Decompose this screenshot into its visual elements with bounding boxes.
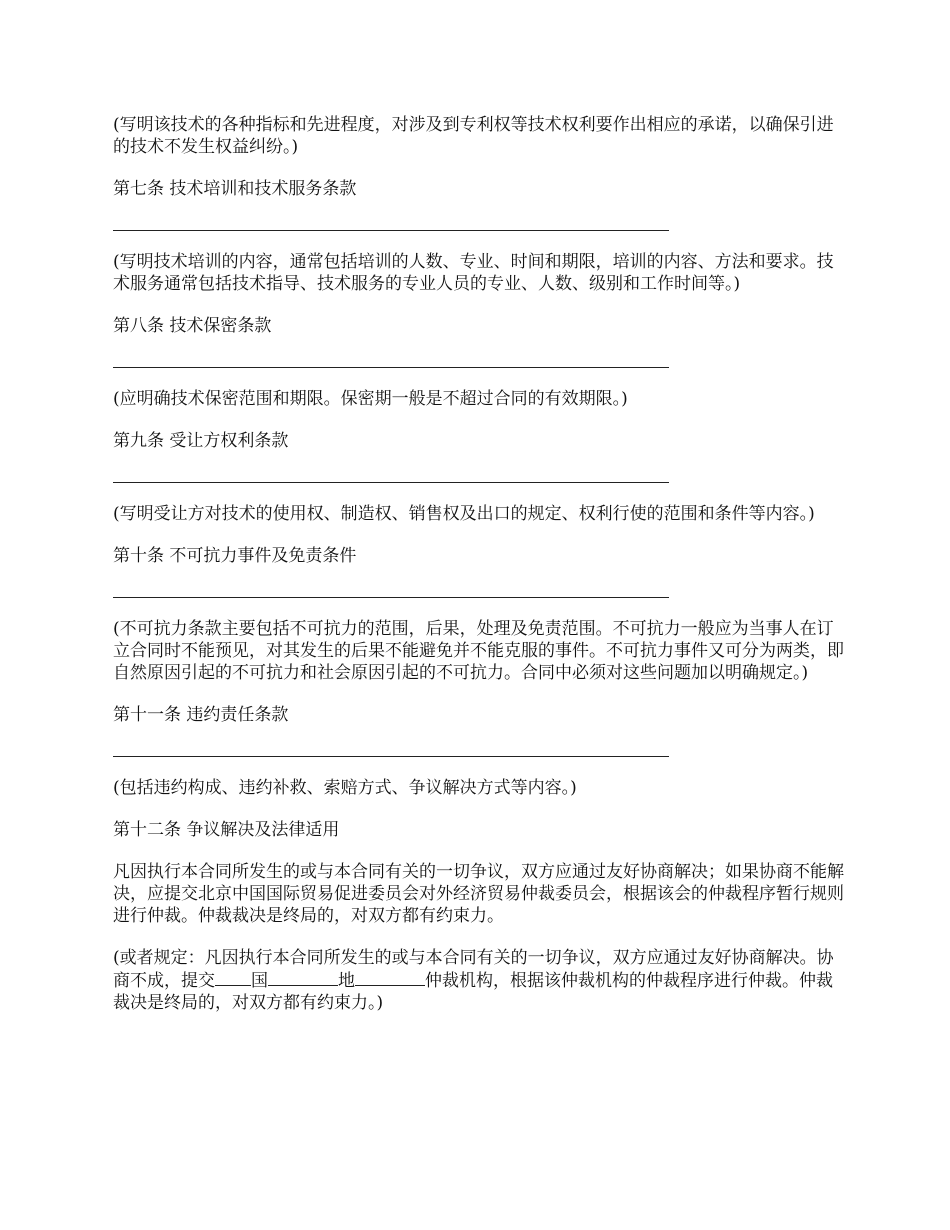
- blank-place: [268, 969, 338, 986]
- paragraph-arbitration-beijing: 凡因执行本合同所发生的或与本合同有关的一切争议，双方应通过友好协商解决；如果协商不能解决，应提交北京中国国际贸易促进委员会对外经济贸易仲裁委员会，根据该会的仲裁程序暂行规则进行仲裁。仲裁裁决是终局的，对双方都有约束力。: [113, 862, 844, 926]
- paragraph-arbitration-alternative: [113, 947, 845, 1014]
- paragraph-training-services: (写明技术培训的内容，通常包括培训的人数、专业、时间和期限，培训的内容、方法和要求。技术服务通常包括技术指导、技术服务的专业人员的专业、人数、级别和工作时间等。): [113, 252, 834, 294]
- paragraph-confidentiality: (应明确技术保密范围和期限。保密期一般是不超过合同的有效期限。): [113, 389, 628, 409]
- paragraph-force-majeure: (不可抗力条款主要包括不可抗力的范围，后果，处理及免责范围。不可抗力一般应为当事人在订立合同时不能预见，对其发生的后果不能避免并不能克服的事件。不可抗力事件又可分为两类，即自然原因引起的不可抗力和社会原因引起的不可抗力。合同中必须对这些问题加以明确规定。): [113, 619, 844, 683]
- alt-text-part-1: (或者规定：凡因执行本合同所发生的或与本合同有关的一切争议，双方应通过友好协商解决。协商不成，提交: [113, 948, 834, 991]
- heading-article-9: 第九条 受让方权利条款: [113, 431, 289, 451]
- heading-article-12: 第十二条 争议解决及法律适用: [113, 820, 340, 840]
- blank-institution: [355, 969, 425, 986]
- paragraph-technology-indicators: (写明该技术的各种指标和先进程度，对涉及到专利权等技术权利要作出相应的承诺，以确保引进的技术不发生权益纠纷。): [113, 115, 834, 157]
- document-body: [113, 114, 845, 1014]
- paragraph-licensee-rights: (写明受让方对技术的使用权、制造权、销售权及出口的规定、权利行使的范围和条件等内容。): [113, 504, 815, 524]
- alt-text-part-4: 仲裁机构，根据该仲裁机构的仲裁程序进行仲裁。仲裁裁决是终局的，对双方都有约束力。): [113, 971, 833, 1013]
- paragraph-liability: (包括违约构成、违约补救、索赔方式、争议解决方式等内容。): [113, 778, 577, 798]
- alt-text-part-2: 国: [251, 971, 268, 991]
- heading-article-10: 第十条 不可抗力事件及免责条件: [113, 546, 357, 566]
- blank-country: [215, 969, 251, 986]
- heading-article-7: 第七条 技术培训和技术服务条款: [113, 179, 357, 199]
- alt-text-part-3: 地: [338, 971, 355, 991]
- heading-article-11: 第十一条 违约责任条款: [113, 705, 289, 725]
- heading-article-8: 第八条 技术保密条款: [113, 316, 272, 336]
